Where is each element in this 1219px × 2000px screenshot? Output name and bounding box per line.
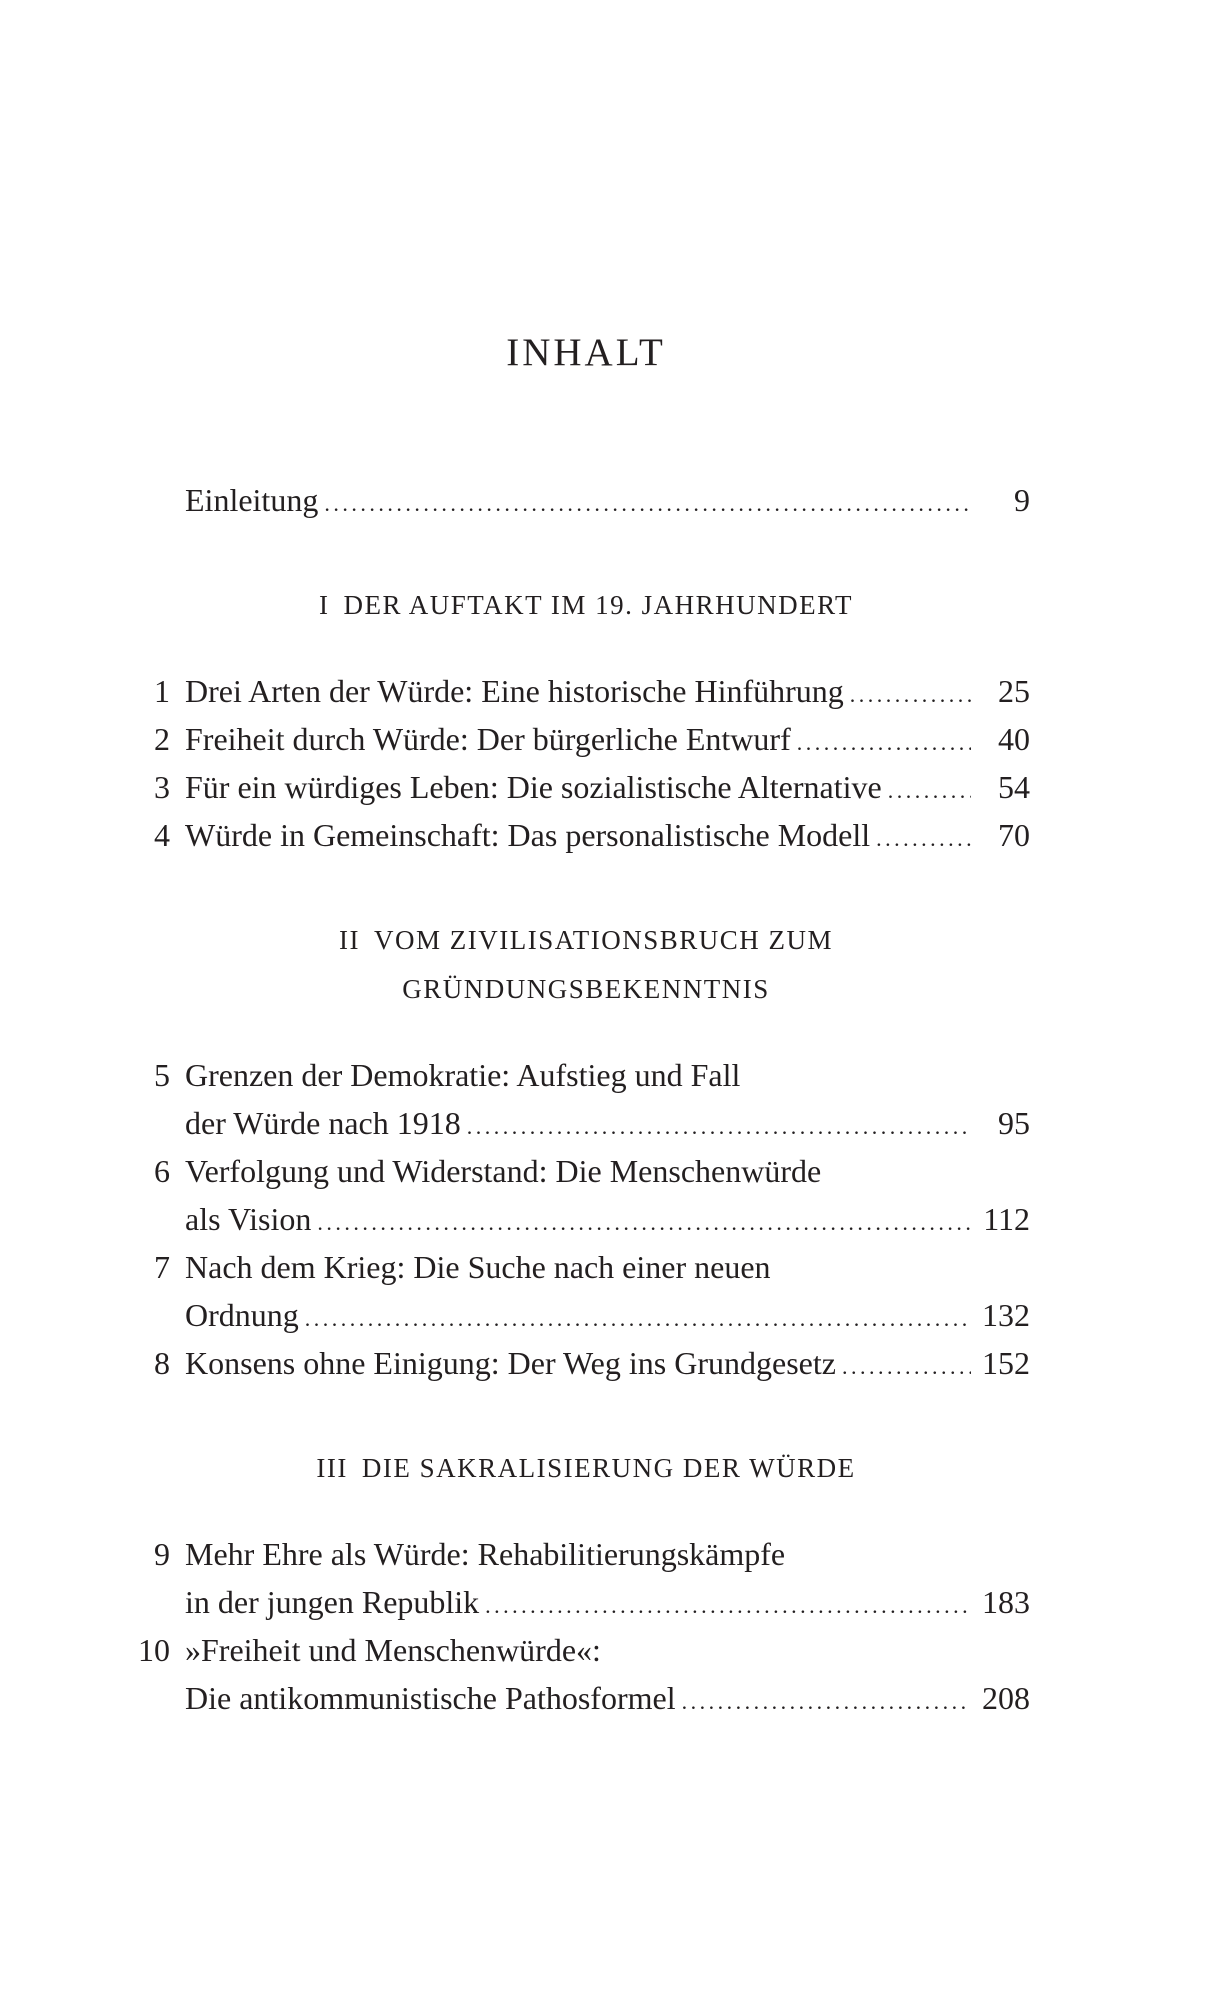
- chapter-number: 2: [154, 721, 170, 757]
- toc-entry[interactable]: [130, 1530, 1030, 1578]
- entry-text-row: [185, 811, 971, 863]
- entry-page-number: 40: [998, 721, 1030, 757]
- entry-text-row: [185, 1291, 971, 1343]
- leader-dots: [324, 480, 971, 528]
- entry-page-number: 9: [1014, 482, 1030, 518]
- toc-entry[interactable]: [130, 1051, 1030, 1099]
- entry-page-number: 132: [982, 1297, 1030, 1333]
- entry-title-continued: Ordnung: [185, 1297, 299, 1333]
- entry-text-row: [185, 1195, 971, 1247]
- toc-entry[interactable]: [130, 1243, 1030, 1291]
- entry-text-row: [185, 1674, 971, 1726]
- toc-entry-continuation[interactable]: [130, 1195, 1030, 1243]
- entry-title: Einleitung: [185, 482, 319, 518]
- chapter-number: 9: [154, 1536, 170, 1572]
- toc-entry-intro[interactable]: [130, 476, 1030, 524]
- entry-title: Drei Arten der Würde: Eine historische Hinführung: [185, 673, 844, 709]
- entry-title: Konsens ohne Einigung: Der Weg ins Grundgesetz: [185, 1345, 836, 1381]
- entry-title: Freiheit durch Würde: Der bürgerliche Entwurf: [185, 721, 791, 757]
- entry-page-number: 70: [998, 817, 1030, 853]
- entry-title: Verfolgung und Widerstand: Die Menschenwürde: [185, 1153, 822, 1189]
- part-title: VOM ZIVILISATIONSBRUCH ZUM: [373, 925, 833, 955]
- entry-page-number: 183: [982, 1584, 1030, 1620]
- entry-page-number: 95: [998, 1105, 1030, 1141]
- toc-entry[interactable]: [130, 1339, 1030, 1387]
- part-heading-2-line-2: [0, 964, 1172, 1014]
- chapter-number: 1: [154, 673, 170, 709]
- entry-title: Grenzen der Demokratie: Aufstieg und Fall: [185, 1057, 741, 1093]
- entry-title-continued: als Vision: [185, 1201, 312, 1237]
- toc-entry-continuation[interactable]: [130, 1099, 1030, 1147]
- chapter-number: 3: [154, 769, 170, 805]
- entry-page-number: 208: [982, 1680, 1030, 1716]
- leader-dots: [467, 1103, 971, 1151]
- entry-text-row: [185, 667, 971, 719]
- part-heading-2: [0, 915, 1172, 965]
- toc-entry[interactable]: [130, 1626, 1030, 1674]
- toc-entry-continuation[interactable]: [130, 1674, 1030, 1722]
- entry-title: Mehr Ehre als Würde: Rehabilitierungskämpfe: [185, 1536, 786, 1572]
- entry-page-number: 54: [998, 769, 1030, 805]
- entry-title: Nach dem Krieg: Die Suche nach einer neuen: [185, 1249, 771, 1285]
- entry-page-number: 152: [982, 1345, 1030, 1381]
- leader-dots: [485, 1582, 971, 1630]
- entry-title-continued: der Würde nach 1918: [185, 1105, 461, 1141]
- toc-entry[interactable]: [130, 763, 1030, 811]
- toc-entry[interactable]: [130, 1147, 1030, 1195]
- entry-title: Für ein würdiges Leben: Die sozialistische Alternative: [185, 769, 882, 805]
- toc-entry-continuation[interactable]: [130, 1291, 1030, 1339]
- page-title: INHALT: [506, 331, 666, 374]
- entry-text-row: [185, 1099, 971, 1151]
- entry-text-row: [185, 1578, 971, 1630]
- entry-title: »Freiheit und Menschenwürde«:: [185, 1632, 601, 1668]
- part-numeral: III: [316, 1453, 348, 1483]
- chapter-number: 6: [154, 1153, 170, 1189]
- part-title: DER AUFTAKT IM 19. JAHRHUNDERT: [343, 590, 853, 620]
- entry-text-row: [185, 476, 971, 528]
- chapter-number: 7: [154, 1249, 170, 1285]
- leader-dots: [682, 1678, 971, 1726]
- toc-entry[interactable]: [130, 667, 1030, 715]
- leader-dots: [317, 1199, 971, 1247]
- part-title: DIE SAKRALISIERUNG DER WÜRDE: [361, 1453, 856, 1483]
- part-title: GRÜNDUNGSBEKENNTNIS: [402, 974, 770, 1004]
- leader-dots: [305, 1295, 971, 1343]
- part-numeral: I: [319, 590, 330, 620]
- entry-page-number: 25: [998, 673, 1030, 709]
- chapter-number: 5: [154, 1057, 170, 1093]
- entry-text-row: [185, 715, 971, 767]
- toc-entry-continuation[interactable]: [130, 1578, 1030, 1626]
- toc-entry[interactable]: [130, 811, 1030, 859]
- part-heading-3: [0, 1443, 1172, 1493]
- chapter-number: 4: [154, 817, 170, 853]
- entry-title: Würde in Gemeinschaft: Das personalistische Modell: [185, 817, 871, 853]
- entry-text-row: [185, 1339, 971, 1391]
- chapter-number: 8: [154, 1345, 170, 1381]
- entry-title-continued: Die antikommunistische Pathosformel: [185, 1680, 676, 1716]
- chapter-number: 10: [138, 1632, 170, 1668]
- part-heading-1: [0, 580, 1172, 630]
- entry-title-continued: in der jungen Republik: [185, 1584, 480, 1620]
- entry-text-row: [185, 763, 971, 815]
- part-numeral: II: [339, 925, 360, 955]
- toc-entry[interactable]: [130, 715, 1030, 763]
- entry-page-number: 112: [983, 1201, 1030, 1237]
